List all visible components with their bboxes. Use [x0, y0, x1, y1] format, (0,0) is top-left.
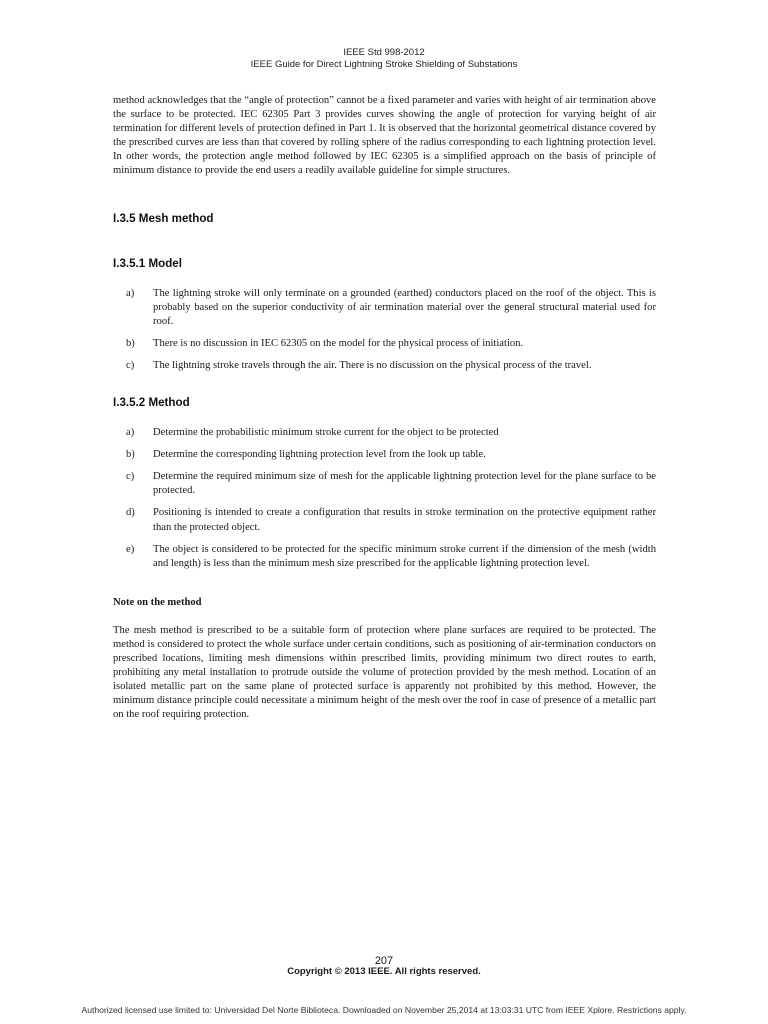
list-item — [113, 287, 656, 329]
list-item-text: The lightning stroke travels through the air. There is no discussion on the physical process of the travel. — [153, 359, 592, 371]
section-heading-mesh-method: I.3.5 Mesh method — [113, 211, 214, 225]
model-list — [113, 287, 656, 373]
list-item-label: a) — [126, 287, 135, 299]
list-item-text: There is no discussion in IEC 62305 on the model for the physical process of initiation. — [153, 337, 524, 349]
method-list — [113, 426, 656, 571]
list-item-label: b) — [126, 337, 135, 349]
list-item — [113, 426, 656, 440]
list-item-label: c) — [126, 471, 135, 483]
list-item-text: The lightning stroke will only terminate on a grounded (earthed) conductors placed on the roof of the object. This is probably based on the superior conductivity of air termination material over the general structural material used for roof. — [153, 287, 656, 327]
list-item-text: Determine the corresponding lightning protection level from the look up table. — [153, 449, 486, 461]
section-heading-method: I.3.5.2 Method — [113, 396, 190, 410]
list-item — [113, 448, 656, 462]
list-item-label: d) — [126, 507, 135, 519]
list-item-label: a) — [126, 427, 135, 439]
document-title: IEEE Guide for Direct Lightning Stroke Shielding of Substations — [250, 59, 518, 70]
license-notice: Authorized licensed use limited to: Universidad Del Norte Biblioteca. Downloaded on November 25,2014 at 13:03:31 UTC from IEEE Xplore. Restrictions apply. — [81, 1005, 687, 1015]
note-paragraph: The mesh method is prescribed to be a suitable form of protection where plane surfaces are required to be protected. The method is considered to protect the whole surface under certain conditions, such as positioning of air-termination conductors on prescribed locations, limiting mesh dimensions within prescribed limits, providing minimum two direct routes to earth, prohibiting any metal installation to protrude outside the volume of protection provided by the mesh method. Location of an isolated metallic part on the same plane of protected surface is apparently not prohibited by this method. However, the minimum distance principle could necessitate a minimum height of the mesh over the roof in case of presence of a metallic part on the roof requiring protection. — [113, 624, 656, 721]
page-header — [0, 47, 768, 71]
list-item-text: Positioning is intended to create a configuration that results in stroke termination on the protective equipment rather than the protected object. — [153, 507, 656, 533]
intro-paragraph: method acknowledges that the “angle of protection” cannot be a fixed parameter and varies with height of air termination above the surface to be protected. IEC 62305 Part 3 provides curves showing the angle of protection for varying height of air termination for different levels of protection defined in Part 1. It is observed that the horizontal geometrical distance covered by the prescribed curves are less than that covered by rolling sphere of the radius corresponding to each lightning protection level. In other words, the protection angle method followed by IEC 62305 is a simplified approach on the basis of principle of minimum distance to provide the end users a readily available guideline for simple structures. — [113, 95, 656, 177]
list-item — [113, 543, 656, 571]
list-item — [113, 506, 656, 534]
list-item — [113, 359, 656, 373]
section-heading-model: I.3.5.1 Model — [113, 256, 182, 270]
list-item — [113, 470, 656, 498]
list-item-label: e) — [126, 543, 135, 555]
list-item — [113, 337, 656, 351]
list-item-label: c) — [126, 359, 135, 371]
list-item-text: Determine the required minimum size of mesh for the applicable lightning protection level for the plane surface to be protected. — [153, 471, 656, 497]
page-number: 207 — [374, 955, 394, 967]
note-heading: Note on the method — [113, 596, 202, 608]
standard-number: IEEE Std 998-2012 — [343, 47, 425, 58]
list-item-label: b) — [126, 449, 135, 461]
list-item-text: The object is considered to be protected for the specific minimum stroke current if the dimension of the mesh (width and length) is less than the minimum mesh size prescribed for the applicable lightning protection level. — [153, 543, 656, 569]
list-item-text: Determine the probabilistic minimum stroke current for the object to be protected — [153, 427, 499, 439]
page-content — [113, 94, 656, 722]
copyright-notice: Copyright © 2013 IEEE. All rights reserved. — [287, 966, 481, 977]
